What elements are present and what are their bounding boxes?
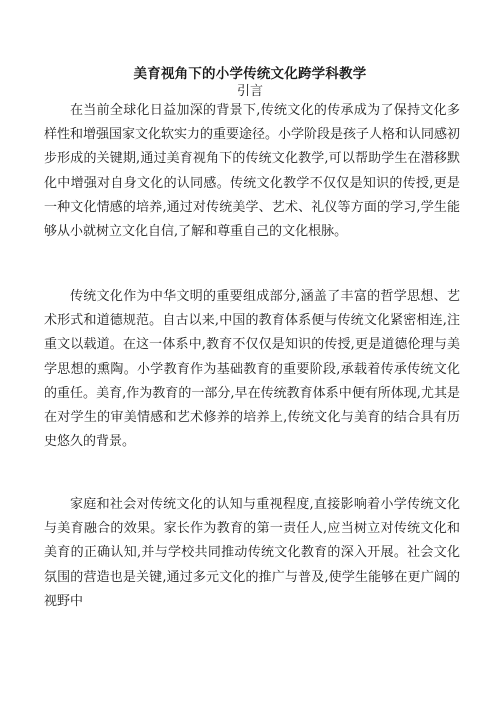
document-title: 美育视角下的小学传统文化跨学科教学 xyxy=(133,66,367,82)
body-paragraph-1: 在当前全球化日益加深的背景下,传统文化的传承成为了保持文化多样性和增强国家文化软实力的重要途径。小学阶段是孩子人格和认同感初步形成的关键期,通过美育视角下的传统文化教学,可以帮助学生在潜移默化中增强对自身文化的认同感。传统文化教学不仅仅是知识的传授,更是一种文化情感的培养,通过对传统美学、艺术、礼仪等方面的学习,学生能够从小就树立文化自信,了解和尊重自己的文化根脉。 xyxy=(44,103,461,240)
body-paragraph-2: 传统文化作为中华文明的重要组成部分,涵盖了丰富的哲学思想、艺术形式和道德规范。自古以来,中国的教育体系便与传统文化紧密相连,注重文以载道。在这一体系中,教育不仅仅是知识的传授,更是道德伦理与美学思想的熏陶。小学教育作为基础教育的重要阶段,承载着传承传统文化的重任。美育,作为教育的一部分,早在传统教育体系中便有所体现,尤其是在对学生的审美情感和艺术修养的培养上,传统文化与美育的结合具有历史悠久的背景。 xyxy=(44,289,460,450)
section-heading: 引言 xyxy=(236,84,263,99)
body-paragraph-3: 家庭和社会对传统文化的认知与重视程度,直接影响着小学传统文化与美育融合的效果。家长作为教育的第一责任人,应当树立对传统文化和美育的正确认知,并与学校共同推动传统文化教育的深入开展。社会文化氛围的营造也是关键,通过多元文化的推广与普及,使学生能够在更广阔的视野中 xyxy=(44,497,460,609)
